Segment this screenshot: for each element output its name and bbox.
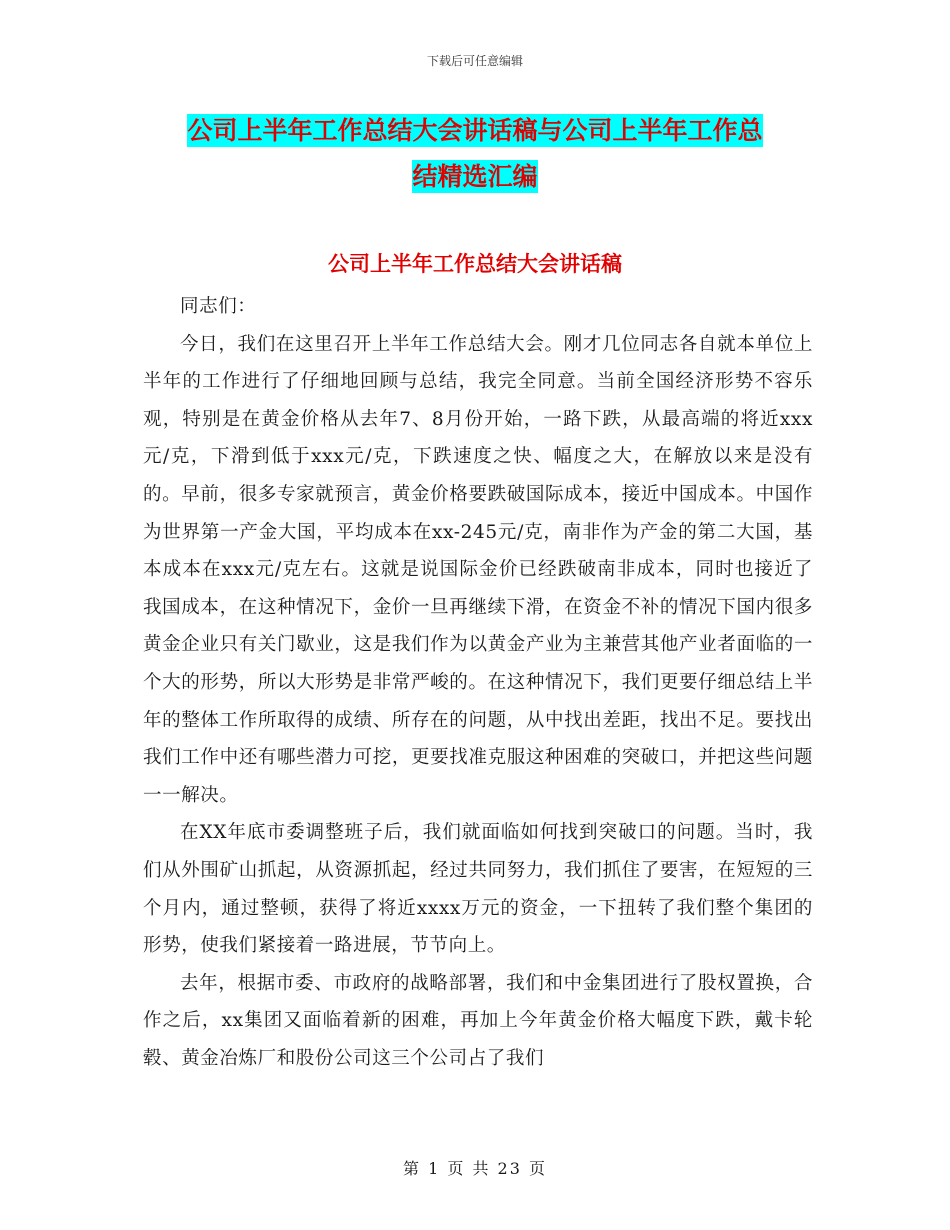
- paragraph: 去年，根据市委、市政府的战略部署，我们和中金集团进行了股权置换，合作之后，xx集团又面临着新的困难，再加上今年黄金价格大幅度下跌，戴卡轮毂、黄金冶炼厂和股份公司这三个公司占了我们: [143, 972, 813, 1069]
- document-title: [120, 108, 830, 200]
- section-title: 公司上半年工作总结大会讲话稿: [328, 252, 622, 276]
- paragraph-salutation: 同志们：: [180, 296, 257, 317]
- header-note: 下载后可任意编辑: [426, 54, 523, 68]
- document-title-line-1: 公司上半年工作总结大会讲话稿与公司上半年工作总: [187, 116, 763, 145]
- body-text: [143, 288, 813, 1077]
- page-footer: 第 1 页 共 23 页: [403, 1159, 547, 1178]
- paragraph: 在XX年底市委调整班子后，我们就面临如何找到突破口的问题。当时，我们从外围矿山抓起，从资源抓起，经过共同努力，我们抓住了要害，在短短的三个月内，通过整顿，获得了将近xxxx万元的资金，一下扭转了我们整个集团的形势，使我们紧接着一路进展，节节向上。: [143, 822, 813, 957]
- document-title-line-2: 结精选汇编: [412, 162, 538, 191]
- paragraph: 今日，我们在这里召开上半年工作总结大会。刚才几位同志各自就本单位上半年的工作进行了仔细地回顾与总结，我完全同意。当前全国经济形势不容乐观，特别是在黄金价格从去年7、8月份开始，一路下跌，从最高端的将近xxx元/克，下滑到低于xxx元/克，下跌速度之快、幅度之大，在解放以来是没有的。早前，很多专家就预言，黄金价格要跌破国际成本，接近中国成本。中国作为世界第一产金大国，平均成本在xx-245元/克，南非作为产金的第二大国，基本成本在xxx元/克左右。这就是说国际金价已经跌破南非成本，同时也接近了我国成本，在这种情况下，金价一旦再继续下滑，在资金不补的情况下国内很多黄金企业只有关门歇业，这是我们作为以黄金产业为主兼营其他产业者面临的一个大的形势，所以大形势是非常严峻的。在这种情况下，我们更要仔细总结上半年的整体工作所取得的成绩、所存在的问题，从中找出差距，找出不足。要找出我们工作中还有哪些潜力可挖，更要找准克服这种困难的突破口，并把这些问题一一解决。: [143, 333, 813, 806]
